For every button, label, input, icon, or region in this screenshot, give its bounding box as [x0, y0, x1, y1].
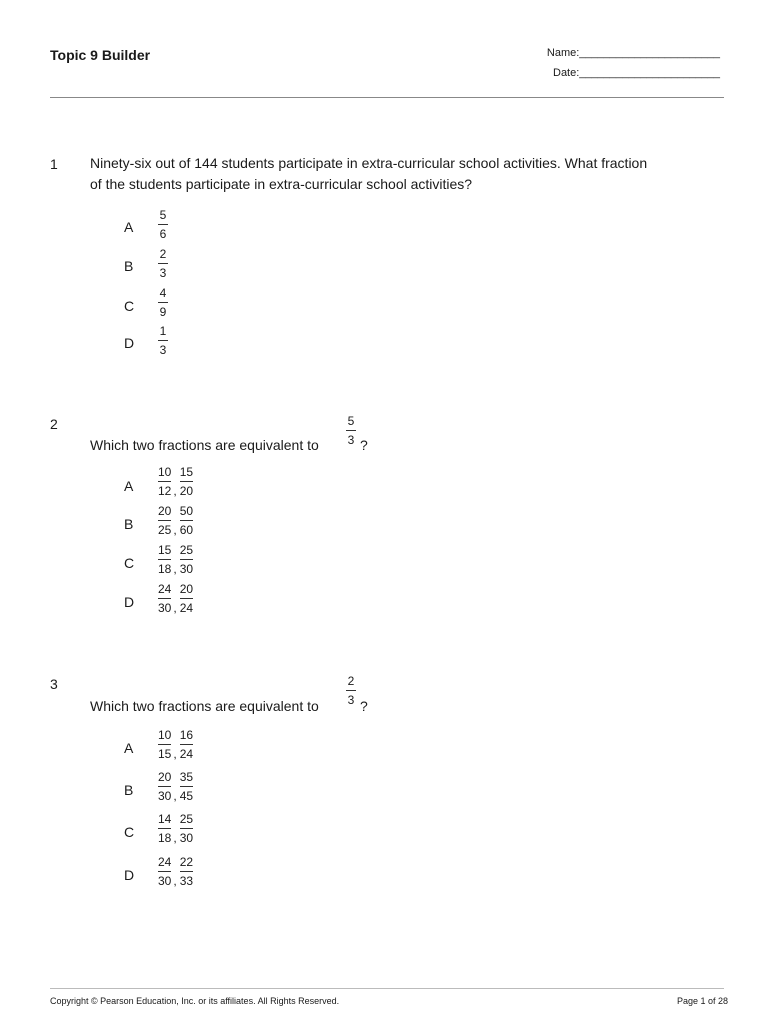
fraction-bar: [180, 871, 193, 872]
numerator: 20: [158, 770, 172, 784]
numerator: 5: [159, 208, 167, 222]
footer-divider: [50, 988, 724, 989]
choice-letter[interactable]: A: [124, 219, 134, 235]
target-fraction: [346, 414, 356, 447]
choice-fractions[interactable]: [158, 543, 193, 576]
denominator: 3: [347, 433, 355, 447]
choice-letter[interactable]: D: [124, 867, 135, 883]
denominator: 3: [159, 266, 167, 280]
choice-fraction[interactable]: [158, 324, 168, 357]
fraction: [158, 728, 171, 761]
fraction-bar: [180, 744, 193, 745]
fraction-bar: [346, 430, 356, 431]
numerator: 2: [347, 674, 355, 688]
choice-letter[interactable]: C: [124, 298, 135, 314]
fraction-bar: [180, 828, 193, 829]
choice-letter[interactable]: D: [124, 594, 135, 610]
fraction-bar: [158, 520, 171, 521]
denominator: 30: [158, 874, 172, 888]
choice-letter[interactable]: B: [124, 258, 134, 274]
separator: ,: [173, 601, 177, 615]
fraction-bar: [158, 871, 171, 872]
fraction: [158, 208, 168, 241]
fraction: [158, 582, 171, 615]
numerator: 15: [179, 465, 194, 479]
fraction: [180, 855, 193, 888]
numerator: 22: [179, 855, 194, 869]
question-number: 1: [50, 156, 58, 172]
question-number: 3: [50, 676, 58, 692]
denominator: 30: [179, 831, 194, 845]
numerator: 50: [179, 504, 194, 518]
question-text: Which two fractions are equivalent to: [90, 437, 319, 453]
fraction-bar: [158, 828, 171, 829]
choice-fractions[interactable]: [158, 728, 193, 761]
fraction: [180, 728, 193, 761]
fraction: [180, 504, 193, 537]
denominator: 20: [179, 484, 194, 498]
copyright-text: Copyright © Pearson Education, Inc. or its affiliates. All Rights Reserved.: [50, 996, 340, 1006]
fraction-bar: [158, 598, 171, 599]
separator: ,: [173, 562, 177, 576]
question-text-line: of the students participate in extra-curricular school activities?: [90, 176, 473, 192]
fraction: [346, 414, 356, 447]
fraction-bar: [180, 520, 193, 521]
date-field[interactable]: Date:_______________________: [553, 67, 720, 79]
fraction: [180, 543, 193, 576]
choice-fractions[interactable]: [158, 812, 193, 845]
separator: ,: [173, 747, 177, 761]
fraction: [158, 465, 171, 498]
denominator: 24: [179, 601, 194, 615]
choice-letter[interactable]: A: [124, 478, 134, 494]
fraction-bar: [180, 559, 193, 560]
fraction: [180, 770, 193, 803]
denominator: 6: [159, 227, 167, 241]
numerator: 10: [158, 465, 172, 479]
choice-fractions[interactable]: [158, 582, 193, 615]
choice-fractions[interactable]: [158, 855, 193, 888]
denominator: 9: [159, 305, 167, 319]
question-text: [90, 153, 647, 195]
denominator: 3: [347, 693, 355, 707]
fraction-bar: [158, 302, 168, 303]
fraction: [180, 812, 193, 845]
fraction-bar: [158, 224, 168, 225]
fraction: [346, 674, 356, 707]
separator: ,: [173, 831, 177, 845]
numerator: 10: [158, 728, 172, 742]
denominator: 24: [179, 747, 194, 761]
question-text-line: Ninety-six out of 144 students participate in extra-curricular school activities. What fraction: [90, 155, 648, 171]
fraction: [158, 247, 168, 280]
denominator: 25: [158, 523, 172, 537]
fraction-bar: [180, 598, 193, 599]
numerator: 15: [158, 543, 172, 557]
fraction-bar: [158, 263, 168, 264]
fraction: [180, 582, 193, 615]
fraction-bar: [158, 481, 171, 482]
fraction: [158, 543, 171, 576]
question-mark: ?: [360, 698, 368, 714]
numerator: 16: [179, 728, 194, 742]
fraction: [158, 855, 171, 888]
page-number: Page 1 of 28: [676, 996, 728, 1006]
fraction-bar: [158, 744, 171, 745]
question-number: 2: [50, 416, 58, 432]
fraction-bar: [180, 786, 193, 787]
choice-letter[interactable]: C: [124, 555, 135, 571]
name-field[interactable]: Name:_______________________: [546, 47, 720, 59]
separator: ,: [173, 523, 177, 537]
fraction: [158, 286, 168, 319]
fraction: [158, 770, 171, 803]
numerator: 4: [159, 286, 167, 300]
denominator: 18: [158, 562, 172, 576]
fraction-bar: [158, 559, 171, 560]
numerator: 14: [158, 812, 172, 826]
choice-fractions[interactable]: [158, 504, 193, 537]
choice-letter[interactable]: C: [124, 824, 135, 840]
page-title: Topic 9 Builder: [50, 47, 151, 63]
choice-letter[interactable]: B: [124, 516, 134, 532]
numerator: 24: [158, 855, 172, 869]
numerator: 25: [179, 812, 194, 826]
denominator: 30: [158, 789, 172, 803]
header-divider: [50, 97, 724, 98]
denominator: 60: [179, 523, 194, 537]
fraction-bar: [346, 690, 356, 691]
fraction: [158, 324, 168, 357]
fraction-bar: [180, 481, 193, 482]
fraction: [158, 812, 171, 845]
fraction-bar: [158, 786, 171, 787]
choice-letter[interactable]: D: [124, 335, 135, 351]
denominator: 12: [158, 484, 172, 498]
denominator: 30: [158, 601, 172, 615]
choice-fraction[interactable]: [158, 286, 168, 319]
target-fraction: [346, 674, 356, 707]
numerator: 1: [159, 324, 167, 338]
question-text: Which two fractions are equivalent to: [90, 698, 319, 714]
fraction-bar: [158, 340, 168, 341]
denominator: 15: [158, 747, 172, 761]
numerator: 2: [159, 247, 167, 261]
question-mark: ?: [360, 437, 368, 453]
choice-fractions[interactable]: [158, 770, 193, 803]
separator: ,: [173, 789, 177, 803]
choice-letter[interactable]: B: [124, 782, 134, 798]
numerator: 35: [179, 770, 194, 784]
denominator: 33: [179, 874, 194, 888]
choice-letter[interactable]: A: [124, 740, 134, 756]
numerator: 20: [179, 582, 194, 596]
denominator: 3: [159, 343, 167, 357]
denominator: 18: [158, 831, 172, 845]
denominator: 45: [179, 789, 194, 803]
numerator: 25: [179, 543, 194, 557]
separator: ,: [173, 874, 177, 888]
numerator: 24: [158, 582, 172, 596]
choice-fraction[interactable]: [158, 208, 168, 241]
choice-fractions[interactable]: [158, 465, 193, 498]
choice-fraction[interactable]: [158, 247, 168, 280]
fraction: [158, 504, 171, 537]
numerator: 5: [347, 414, 355, 428]
separator: ,: [173, 484, 177, 498]
numerator: 20: [158, 504, 172, 518]
denominator: 30: [179, 562, 194, 576]
fraction: [180, 465, 193, 498]
